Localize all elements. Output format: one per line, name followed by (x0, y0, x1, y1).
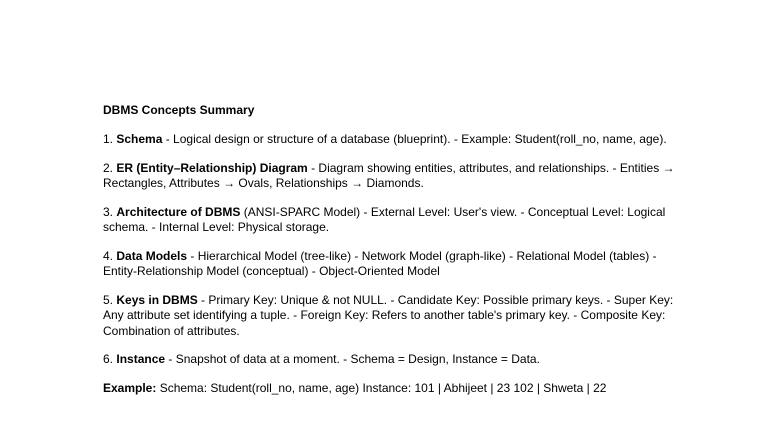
item-number: 4. (103, 248, 114, 263)
document-title: DBMS Concepts Summary (103, 103, 255, 117)
item-term: Schema (116, 132, 163, 146)
item-term: Data Models (116, 248, 188, 263)
item-data-models (103, 249, 687, 280)
item-number: 2. (103, 160, 114, 175)
item-number: 3. (103, 204, 114, 219)
item-extra: (ANSI-SPARC Model) (240, 204, 361, 219)
item-number: 5. (103, 292, 114, 307)
item-schema (103, 132, 687, 148)
item-term: Architecture of DBMS (116, 204, 241, 219)
item-text: - Hierarchical Model (tree-like) - Network Model (graph-like) - Relational Model (tables) - Entity-Relationship Model (conceptual) - Object-Oriented Model (103, 248, 657, 278)
item-text: - Diagram showing entities, attributes, and relationships. - Entities → Rectangles, Attributes → Ovals, Relationships → Diamonds. (103, 160, 675, 190)
item-keys (103, 293, 687, 340)
item-instance (103, 352, 687, 368)
example-line (103, 381, 687, 397)
item-term: Keys in DBMS (116, 292, 198, 307)
document-content (103, 103, 687, 396)
item-number: 1. (103, 132, 114, 146)
item-er-diagram (103, 161, 687, 192)
item-number: 6. (103, 352, 114, 366)
item-text: - Primary Key: Unique & not NULL. - Candidate Key: Possible primary keys. - Super Key: Any attribute set identifying a tuple. - Foreign Key: Refers to another table's primary key. - Composite Key: Combination of attributes. (103, 292, 674, 338)
item-term: Instance (116, 352, 166, 366)
item-term: ER (Entity–Relationship) Diagram (116, 160, 308, 175)
item-text: - External Level: User's view. - Conceptual Level: Logical schema. - Internal Level: Physical storage. (103, 204, 666, 234)
example-text: Schema: Student(roll_no, name, age) Instance: 101 | Abhijeet | 23 102 | Shweta | 22 (156, 380, 607, 395)
example-label: Example: (103, 380, 157, 395)
item-text: - Snapshot of data at a moment. - Schema = Design, Instance = Data. (165, 352, 540, 366)
item-architecture (103, 205, 687, 236)
item-text: - Logical design or structure of a database (blueprint). - Example: Student(roll_no, name, age). (162, 132, 667, 146)
